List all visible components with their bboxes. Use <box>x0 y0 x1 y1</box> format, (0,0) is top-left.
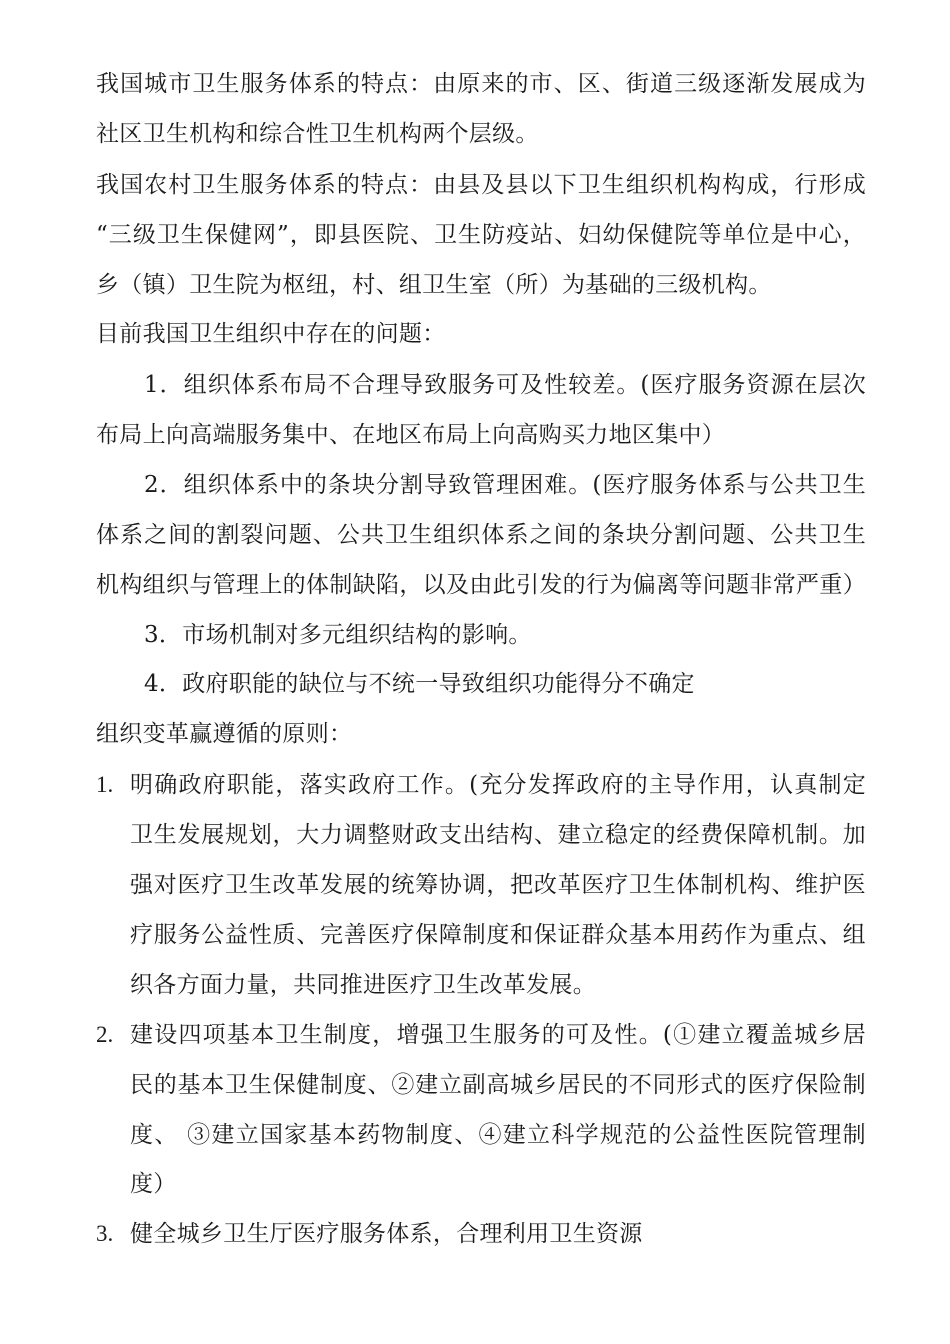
problem-2-line-3: 机构组织与管理上的体制缺陷，以及由此引发的行为偏离等问题非常严重） <box>96 572 866 598</box>
problem-2-line-2: 体系之间的割裂问题、公共卫生组织体系之间的条块分割问题、公共卫生 <box>96 522 866 548</box>
problem-2-line-1: 2．组织体系中的条块分割导致管理困难。(医疗服务体系与公共卫生 <box>144 472 866 498</box>
principle-1-line-2: 卫生发展规划，大力调整财政支出结构、建立稳定的经费保障机制。加 <box>130 822 866 848</box>
principle-2-line-4: 度） <box>130 1171 177 1197</box>
rural-system-line-2: “三级卫生保健网”，即县医院、卫生防疫站、妇幼保健院等单位是中心， <box>96 222 866 248</box>
urban-system-line-1: 我国城市卫生服务体系的特点：由原来的市、区、街道三级逐渐发展成为 <box>96 71 866 97</box>
principle-3-number: 3. <box>96 1221 114 1246</box>
urban-system-line-2: 社区卫生机构和综合性卫生机构两个层级。 <box>96 121 539 147</box>
principle-2-line-2: 民的基本卫生保健制度、②建立副高城乡居民的不同形式的医疗保险制 <box>130 1072 866 1098</box>
principle-1-line-1: 明确政府职能，落实政府工作。(充分发挥政府的主导作用，认真制定 <box>130 772 866 798</box>
principle-1-number: 1. <box>96 772 114 797</box>
problem-1-line-1: 1．组织体系布局不合理导致服务可及性较差。(医疗服务资源在层次 <box>144 372 866 398</box>
principle-2-line-3: 度、 ③建立国家基本药物制度、④建立科学规范的公益性医院管理制 <box>130 1122 866 1148</box>
principle-1-line-5: 织各方面力量，共同推进医疗卫生改革发展。 <box>130 972 596 998</box>
principle-2-number: 2. <box>96 1022 114 1047</box>
principle-1-line-4: 疗服务公益性质、完善医疗保障制度和保证群众基本用药作为重点、组 <box>130 922 866 948</box>
principle-2-line-1: 建设四项基本卫生制度，增强卫生服务的可及性。(①建立覆盖城乡居 <box>130 1022 866 1048</box>
principle-3-line-1: 健全城乡卫生厅医疗服务体系，合理利用卫生资源 <box>130 1221 643 1247</box>
rural-system-line-1: 我国农村卫生服务体系的特点：由县及县以下卫生组织机构构成，行形成 <box>96 172 866 198</box>
principle-1-line-3: 强对医疗卫生改革发展的统筹协调，把改革医疗卫生体制机构、维护医 <box>130 872 866 898</box>
problems-heading: 目前我国卫生组织中存在的问题： <box>96 321 446 347</box>
problem-3-line-1: 3．市场机制对多元组织结构的影响。 <box>144 622 532 648</box>
problem-4-line-1: 4．政府职能的缺位与不统一导致组织功能得分不确定 <box>144 671 695 697</box>
problem-1-line-2: 布局上向高端服务集中、在地区布局上向高购买力地区集中） <box>96 422 726 448</box>
principles-heading: 组织变革赢遵循的原则： <box>96 721 353 747</box>
rural-system-line-3: 乡（镇）卫生院为枢纽，村、组卫生室（所）为基础的三级机构。 <box>96 272 772 298</box>
